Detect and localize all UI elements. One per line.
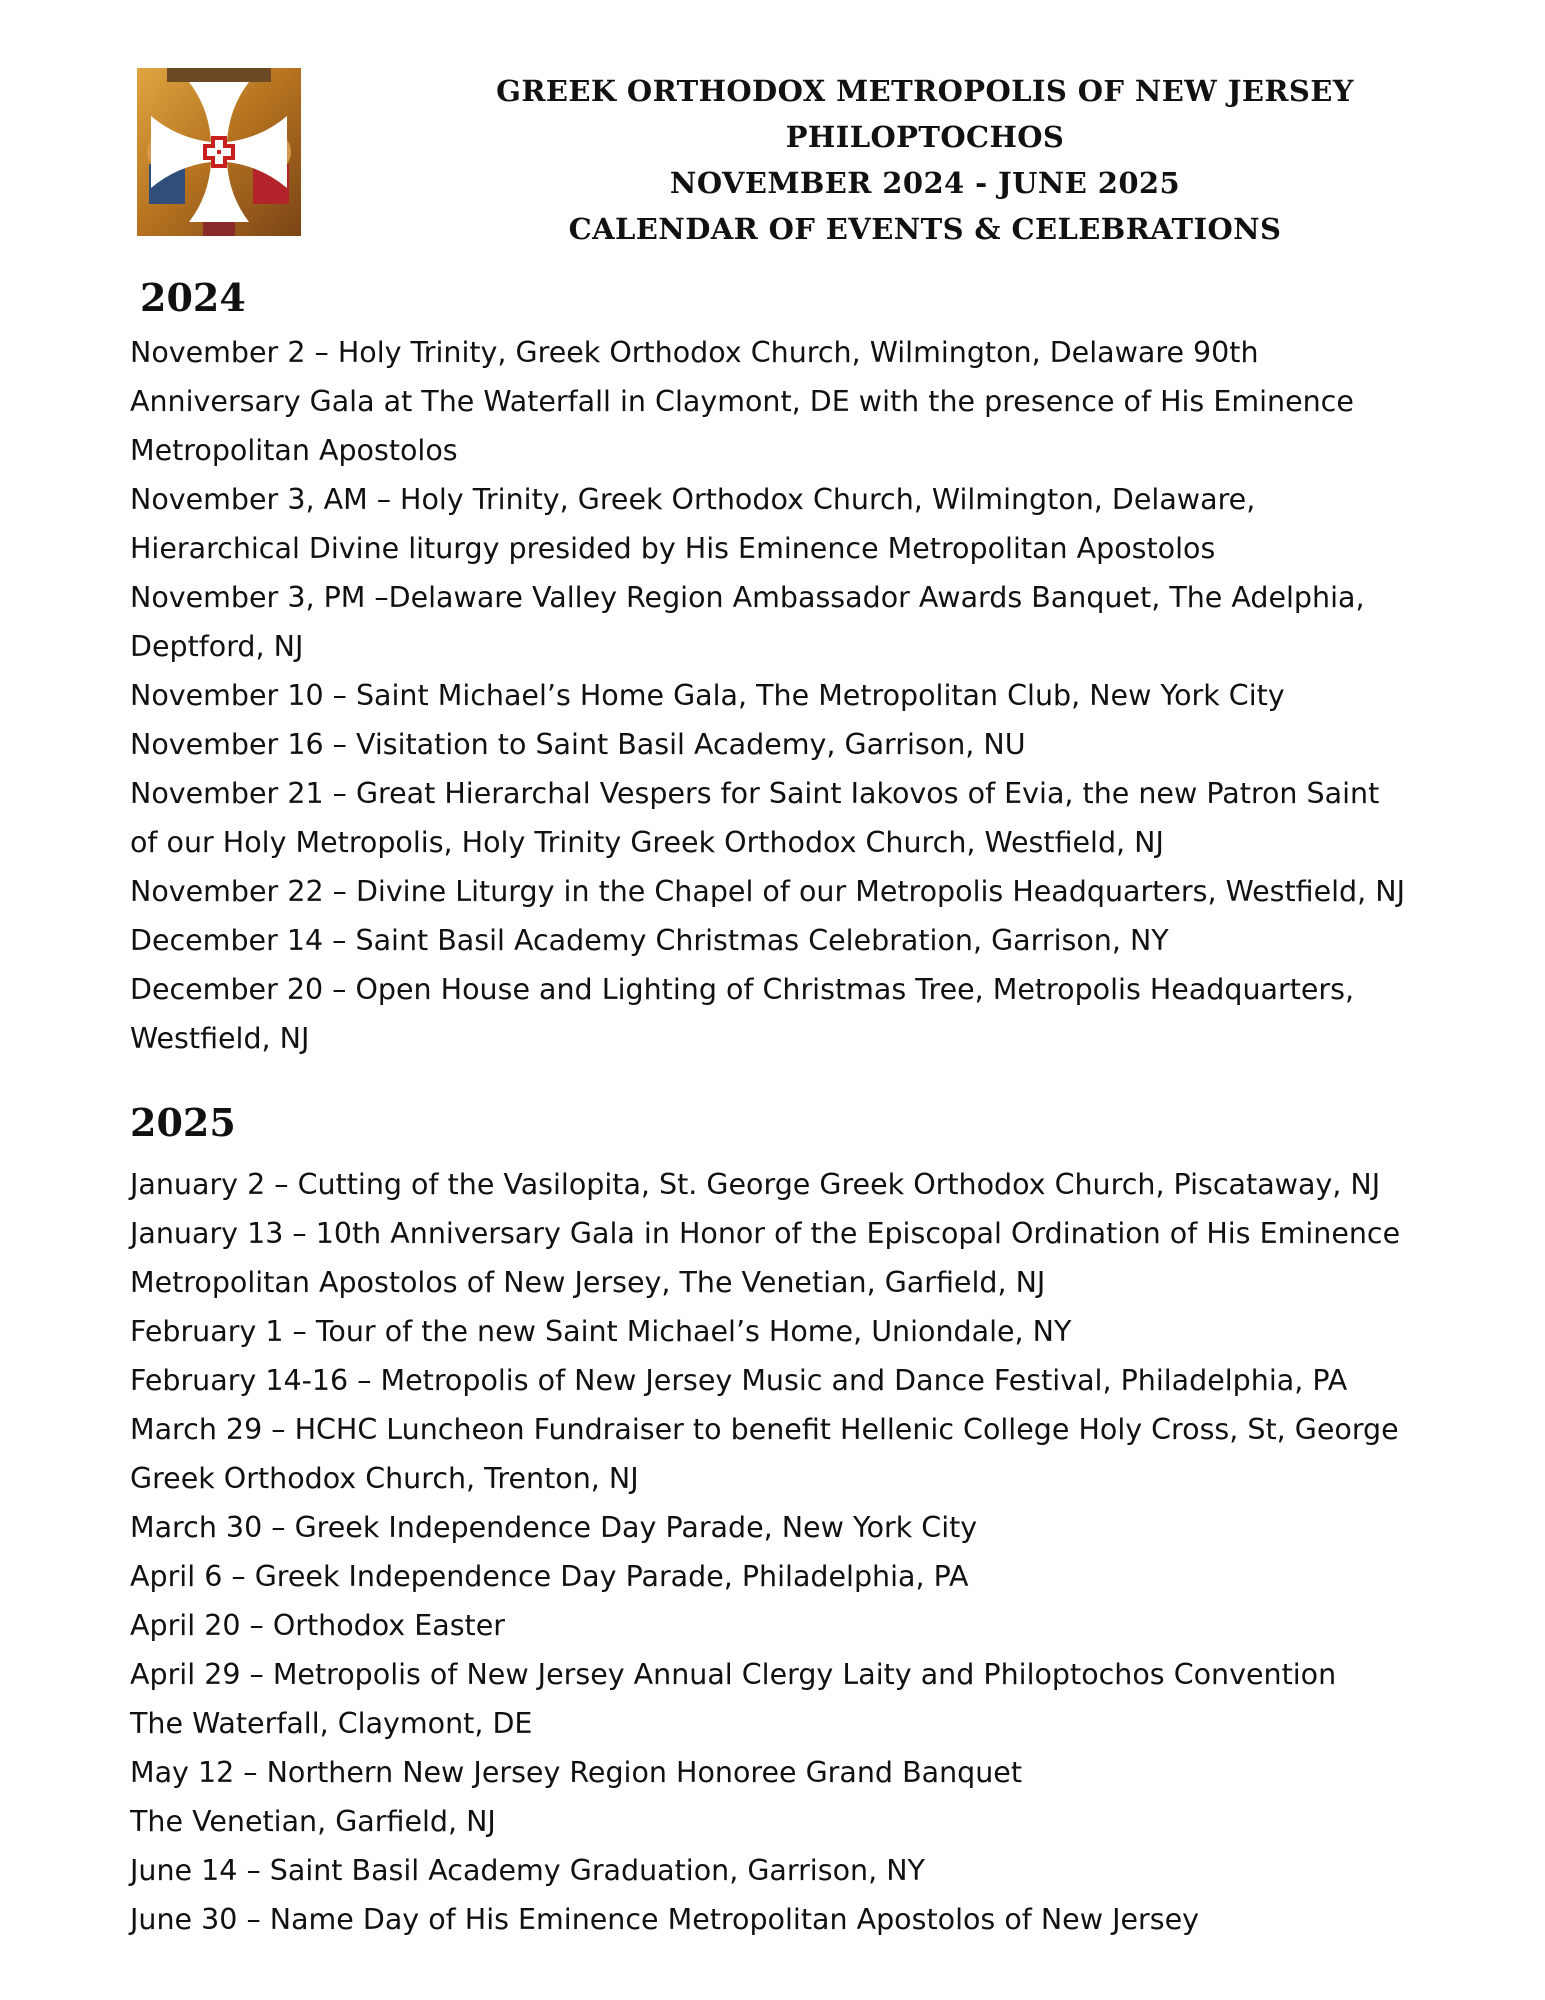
header-calendar-title: CALENDAR OF EVENTS & CELEBRATIONS <box>568 212 1282 246</box>
event-line: December 14 – Saint Basil Academy Christmas Celebration, Garrison, NY <box>130 924 1169 957</box>
event-line: November 10 – Saint Michael’s Home Gala, The Metropolitan Club, New York City <box>130 679 1285 712</box>
event-item <box>130 1601 1530 1650</box>
event-line: Hierarchical Divine liturgy presided by His Eminence Metropolitan Apostolos <box>130 532 1216 565</box>
event-line: April 20 – Orthodox Easter <box>130 1609 505 1642</box>
event-list-2024 <box>130 328 1530 1063</box>
event-line: of our Holy Metropolis, Holy Trinity Greek Orthodox Church, Westfield, NJ <box>130 826 1164 859</box>
event-line: November 22 – Divine Liturgy in the Chapel of our Metropolis Headquarters, Westfield, NJ <box>130 875 1405 908</box>
document-header <box>420 68 1430 252</box>
event-line: May 12 – Northern New Jersey Region Honoree Grand Banquet <box>130 1756 1023 1789</box>
event-line: Anniversary Gala at The Waterfall in Claymont, DE with the presence of His Eminence <box>130 385 1354 418</box>
cross-emblem-icon <box>137 68 301 236</box>
event-line: Deptford, NJ <box>130 630 304 663</box>
event-item <box>130 573 1530 671</box>
event-line: Greek Orthodox Church, Trenton, NJ <box>130 1462 639 1495</box>
metropolis-logo <box>137 68 301 236</box>
event-line: November 3, PM –Delaware Valley Region Ambassador Awards Banquet, The Adelphia, <box>130 581 1365 614</box>
event-item <box>130 867 1530 916</box>
header-philoptochos: PHILOPTOCHOS <box>785 120 1065 154</box>
event-item <box>130 1895 1530 1944</box>
event-line: January 2 – Cutting of the Vasilopita, St. George Greek Orthodox Church, Piscataway, NJ <box>130 1168 1381 1201</box>
event-line: November 16 – Visitation to Saint Basil Academy, Garrison, NU <box>130 728 1026 761</box>
header-organization: GREEK ORTHODOX METROPOLIS OF NEW JERSEY <box>496 74 1354 108</box>
event-line: November 2 – Holy Trinity, Greek Orthodox Church, Wilmington, Delaware 90th <box>130 336 1259 369</box>
event-item <box>130 769 1530 867</box>
event-item <box>130 1650 1530 1748</box>
event-item <box>130 916 1530 965</box>
event-item <box>130 1552 1530 1601</box>
event-item <box>130 671 1530 720</box>
event-line: April 6 – Greek Independence Day Parade, Philadelphia, PA <box>130 1560 969 1593</box>
event-item <box>130 1307 1530 1356</box>
event-item <box>130 1356 1530 1405</box>
event-line: Westfield, NJ <box>130 1022 310 1055</box>
event-item <box>130 965 1530 1063</box>
event-line: February 14-16 – Metropolis of New Jersey Music and Dance Festival, Philadelphia, PA <box>130 1364 1348 1397</box>
event-list-2025 <box>130 1160 1530 1944</box>
event-line: The Venetian, Garfield, NJ <box>130 1805 496 1838</box>
event-line: March 30 – Greek Independence Day Parade, New York City <box>130 1511 978 1544</box>
event-line: Metropolitan Apostolos of New Jersey, The Venetian, Garfield, NJ <box>130 1266 1046 1299</box>
event-item <box>130 720 1530 769</box>
header-date-range: NOVEMBER 2024 - JUNE 2025 <box>669 166 1181 200</box>
year-heading-2025: 2025 <box>130 1100 236 1145</box>
event-line: June 30 – Name Day of His Eminence Metropolitan Apostolos of New Jersey <box>130 1903 1199 1936</box>
event-line: November 3, AM – Holy Trinity, Greek Orthodox Church, Wilmington, Delaware, <box>130 483 1256 516</box>
event-item <box>130 1503 1530 1552</box>
event-item <box>130 1846 1530 1895</box>
event-line: June 14 – Saint Basil Academy Graduation, Garrison, NY <box>130 1854 925 1887</box>
event-line: December 20 – Open House and Lighting of Christmas Tree, Metropolis Headquarters, <box>130 973 1355 1006</box>
event-item <box>130 1209 1530 1307</box>
event-item <box>130 475 1530 573</box>
event-line: April 29 – Metropolis of New Jersey Annual Clergy Laity and Philoptochos Convention <box>130 1658 1337 1691</box>
event-item <box>130 1405 1530 1503</box>
event-line: November 21 – Great Hierarchal Vespers for Saint Iakovos of Evia, the new Patron Saint <box>130 777 1380 810</box>
event-line: February 1 – Tour of the new Saint Michael’s Home, Uniondale, NY <box>130 1315 1072 1348</box>
event-item <box>130 328 1530 475</box>
event-item <box>130 1748 1530 1846</box>
event-line: The Waterfall, Claymont, DE <box>130 1707 533 1740</box>
year-heading-2024: 2024 <box>140 275 246 320</box>
event-line: March 29 – HCHC Luncheon Fundraiser to benefit Hellenic College Holy Cross, St, George <box>130 1413 1399 1446</box>
event-line: January 13 – 10th Anniversary Gala in Honor of the Episcopal Ordination of His Eminence <box>130 1217 1401 1250</box>
event-line: Metropolitan Apostolos <box>130 434 458 467</box>
event-item <box>130 1160 1530 1209</box>
